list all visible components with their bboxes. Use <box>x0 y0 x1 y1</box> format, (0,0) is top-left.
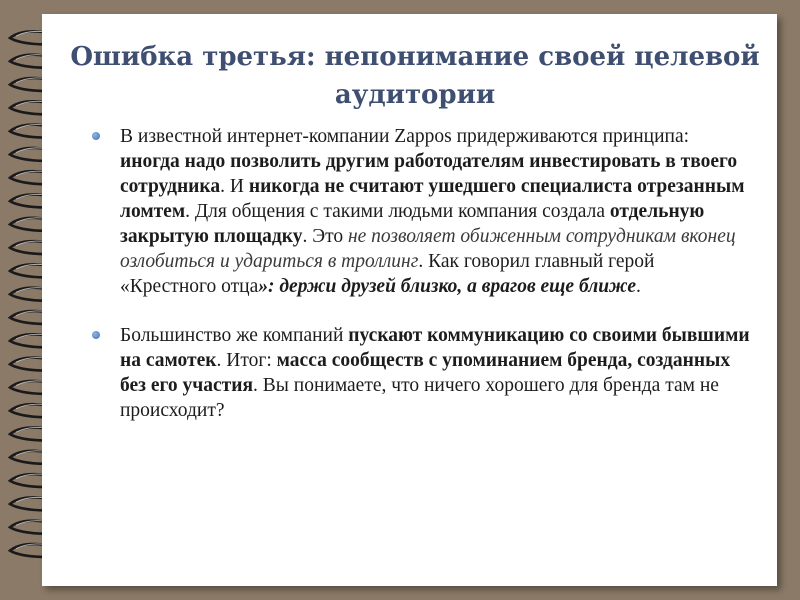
list-item <box>92 323 752 423</box>
bullet-dot-icon <box>92 132 100 140</box>
text-run: . И <box>220 176 249 197</box>
text-run: . Для общения с такими людьми компания создала <box>185 201 610 222</box>
text-run: никогда не считают ушедшего специалиста отрезанным ломтем <box>120 176 745 222</box>
text-run: Большинство же компаний <box>120 325 349 346</box>
paragraph-text <box>120 325 750 421</box>
text-run: . <box>636 276 641 297</box>
bullet-dot-icon <box>92 331 100 339</box>
text-run: . Как говорил главный герой «Крестного отца <box>120 251 655 297</box>
list-item <box>92 124 752 299</box>
text-run: . Вы понимаете, что ничего хорошего для бренда там не происходит? <box>120 375 719 421</box>
text-run: »: держи друзей близко, а врагов еще ближе <box>258 276 637 297</box>
text-run: . Итог: <box>216 350 277 371</box>
slide-title: Ошибка третья: непонимание своей целевой аудитории <box>70 42 760 110</box>
text-run: пускают коммуникацию со своими бывшими на самотек <box>120 325 750 371</box>
text-run: масса сообществ с упоминанием бренда, созданных без его участия <box>120 350 731 396</box>
paragraph-text <box>120 126 745 297</box>
text-run: отдельную закрытую площадку <box>120 201 705 247</box>
text-run: . Это <box>302 226 348 247</box>
text-run: не позволяет обиженным сотрудникам вконец озлобиться и удариться в троллинг <box>120 226 736 272</box>
text-run: иногда надо позволить другим работодателям инвестировать в твоего сотрудника <box>120 151 738 197</box>
bullet-list <box>92 124 752 447</box>
text-run: В известной интернет-компании Zappos придерживаются принципа: <box>120 126 690 147</box>
